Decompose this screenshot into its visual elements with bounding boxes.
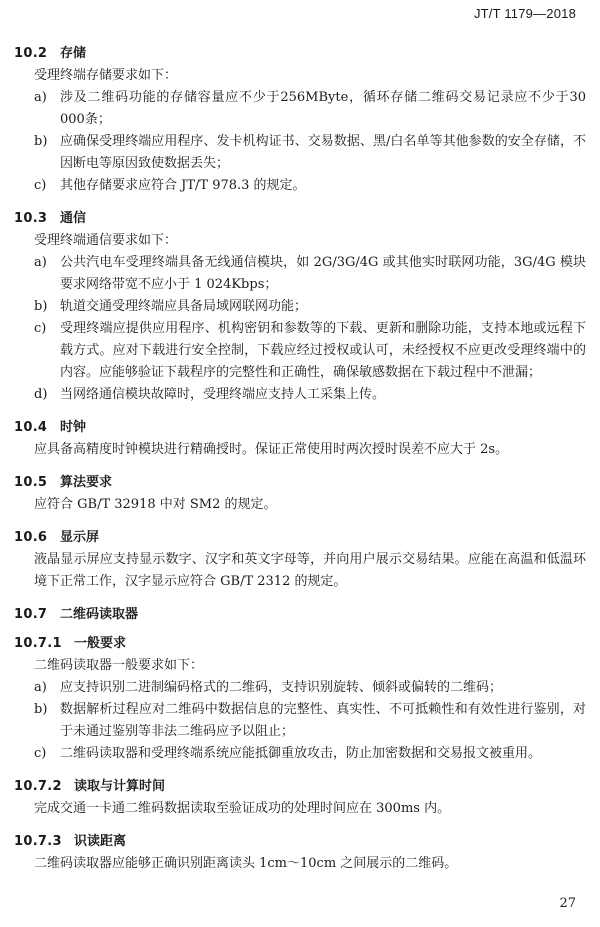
section-heading-10-5 <box>14 471 586 490</box>
section-title: 显示屏 <box>60 530 100 545</box>
section-body: 应符合 GB/T 32918 中对 SM2 的规定。 <box>34 497 277 512</box>
list-text: 公共汽电车受理终端具备无线通信模块，如 2G/3G/4G 或其他实时联网功能，3G/4G 模块要求网络带宽不应小于 1 024Kbps； <box>60 255 586 292</box>
section-title: 算法要求 <box>60 475 113 490</box>
section-body: 液晶显示屏应支持显示数字、汉字和英文字母等，并向用户展示交易结果。应能在高温和低温环境下正常工作，汉字显示应符合 GB/T 2312 的规定。 <box>34 552 586 589</box>
subsection-number: 10.7.2 <box>14 779 62 794</box>
subsection-heading-10-7-3 <box>14 830 586 849</box>
list-text: 应支持识别二进制编码格式的二维码，支持识别旋转、倾斜或偏转的二维码； <box>60 680 503 695</box>
section-intro: 受理终端通信要求如下： <box>34 233 178 248</box>
section-number: 10.7 <box>14 607 48 622</box>
list-text: 当网络通信模块故障时，受理终端应支持人工采集上传。 <box>60 387 386 402</box>
section-body: 二维码读取器应能够正确识别距离读头 1cm～10cm 之间展示的二维码。 <box>34 856 458 871</box>
list-marker: b) <box>34 299 48 314</box>
list-item <box>14 296 586 318</box>
list-text: 轨道交通受理终端应具备局域网联网功能； <box>60 299 308 314</box>
list-marker: c) <box>34 178 47 193</box>
list-marker: c) <box>34 746 47 761</box>
section-title: 存储 <box>60 46 87 61</box>
list-marker: d) <box>34 387 48 402</box>
subsection-title: 一般要求 <box>74 636 127 651</box>
section-intro: 受理终端存储要求如下： <box>34 68 178 83</box>
section-number: 10.6 <box>14 530 48 545</box>
list-text: 二维码读取器和受理终端系统应能抵御重放攻击，防止加密数据和交易报文被重用。 <box>60 746 542 761</box>
list-text: 受理终端应提供应用程序、机构密钥和参数等的下载、更新和删除功能，支持本地或远程下载方式。应对下载进行安全控制，下载应经过授权或认可，未经授权不应更改受理终端中的内容。应能够验证下载程序的完整性和正确性，确保敏感数据在下载过程中不泄漏； <box>60 321 586 380</box>
list-marker: c) <box>34 321 47 336</box>
section-title: 二维码读取器 <box>60 607 139 622</box>
list-text: 涉及二维码功能的存储容量应不少于256MByte，循环存储二维码交易记录应不少于30 000条； <box>60 90 586 127</box>
list-marker: a) <box>34 90 47 105</box>
section-body: 应具备高精度时钟模块进行精确授时。保证正常使用时两次授时误差不应大于 2s。 <box>34 442 509 457</box>
section-body: 完成交通一卡通二维码数据读取至验证成功的处理时间应在 300ms 内。 <box>34 801 451 816</box>
list-item <box>14 131 586 175</box>
page-number: 27 <box>559 896 576 911</box>
subsection-heading-10-7-2 <box>14 775 586 794</box>
subsection-number: 10.7.3 <box>14 834 62 849</box>
list-item <box>14 743 586 765</box>
list-item <box>14 175 586 197</box>
section-number: 10.4 <box>14 420 48 435</box>
section-title: 时钟 <box>60 420 87 435</box>
list-marker: a) <box>34 255 47 270</box>
list-item <box>14 87 586 131</box>
section-heading-10-7 <box>14 603 586 622</box>
section-heading-10-6 <box>14 526 586 545</box>
section-heading-10-3 <box>14 207 586 226</box>
list-marker: b) <box>34 134 48 149</box>
doc-code: JT/T 1179—2018 <box>473 6 576 21</box>
list-item <box>14 318 586 384</box>
subsection-number: 10.7.1 <box>14 636 62 651</box>
subsection-heading-10-7-1 <box>14 632 586 651</box>
list-marker: a) <box>34 680 47 695</box>
list-item <box>14 699 586 743</box>
list-item <box>14 252 586 296</box>
list-item <box>14 677 586 699</box>
list-text: 其他存储要求应符合 JT/T 978.3 的规定。 <box>60 178 306 193</box>
section-number: 10.5 <box>14 475 48 490</box>
list-item <box>14 384 586 406</box>
subsection-title: 读取与计算时间 <box>74 779 166 794</box>
section-intro: 二维码读取器一般要求如下： <box>34 658 204 673</box>
section-number: 10.3 <box>14 211 48 226</box>
section-title: 通信 <box>60 211 87 226</box>
section-number: 10.2 <box>14 46 48 61</box>
list-text: 数据解析过程应对二维码中数据信息的完整性、真实性、不可抵赖性和有效性进行鉴别，对于未通过鉴别等非法二维码应予以阻止； <box>60 702 586 739</box>
section-heading-10-2 <box>14 42 586 61</box>
list-marker: b) <box>34 702 48 717</box>
document-body <box>14 42 586 875</box>
subsection-title: 识读距离 <box>74 834 127 849</box>
list-text: 应确保受理终端应用程序、发卡机构证书、交易数据、黑/白名单等其他参数的安全存储，不因断电等原因致使数据丢失； <box>60 134 586 171</box>
section-heading-10-4 <box>14 416 586 435</box>
